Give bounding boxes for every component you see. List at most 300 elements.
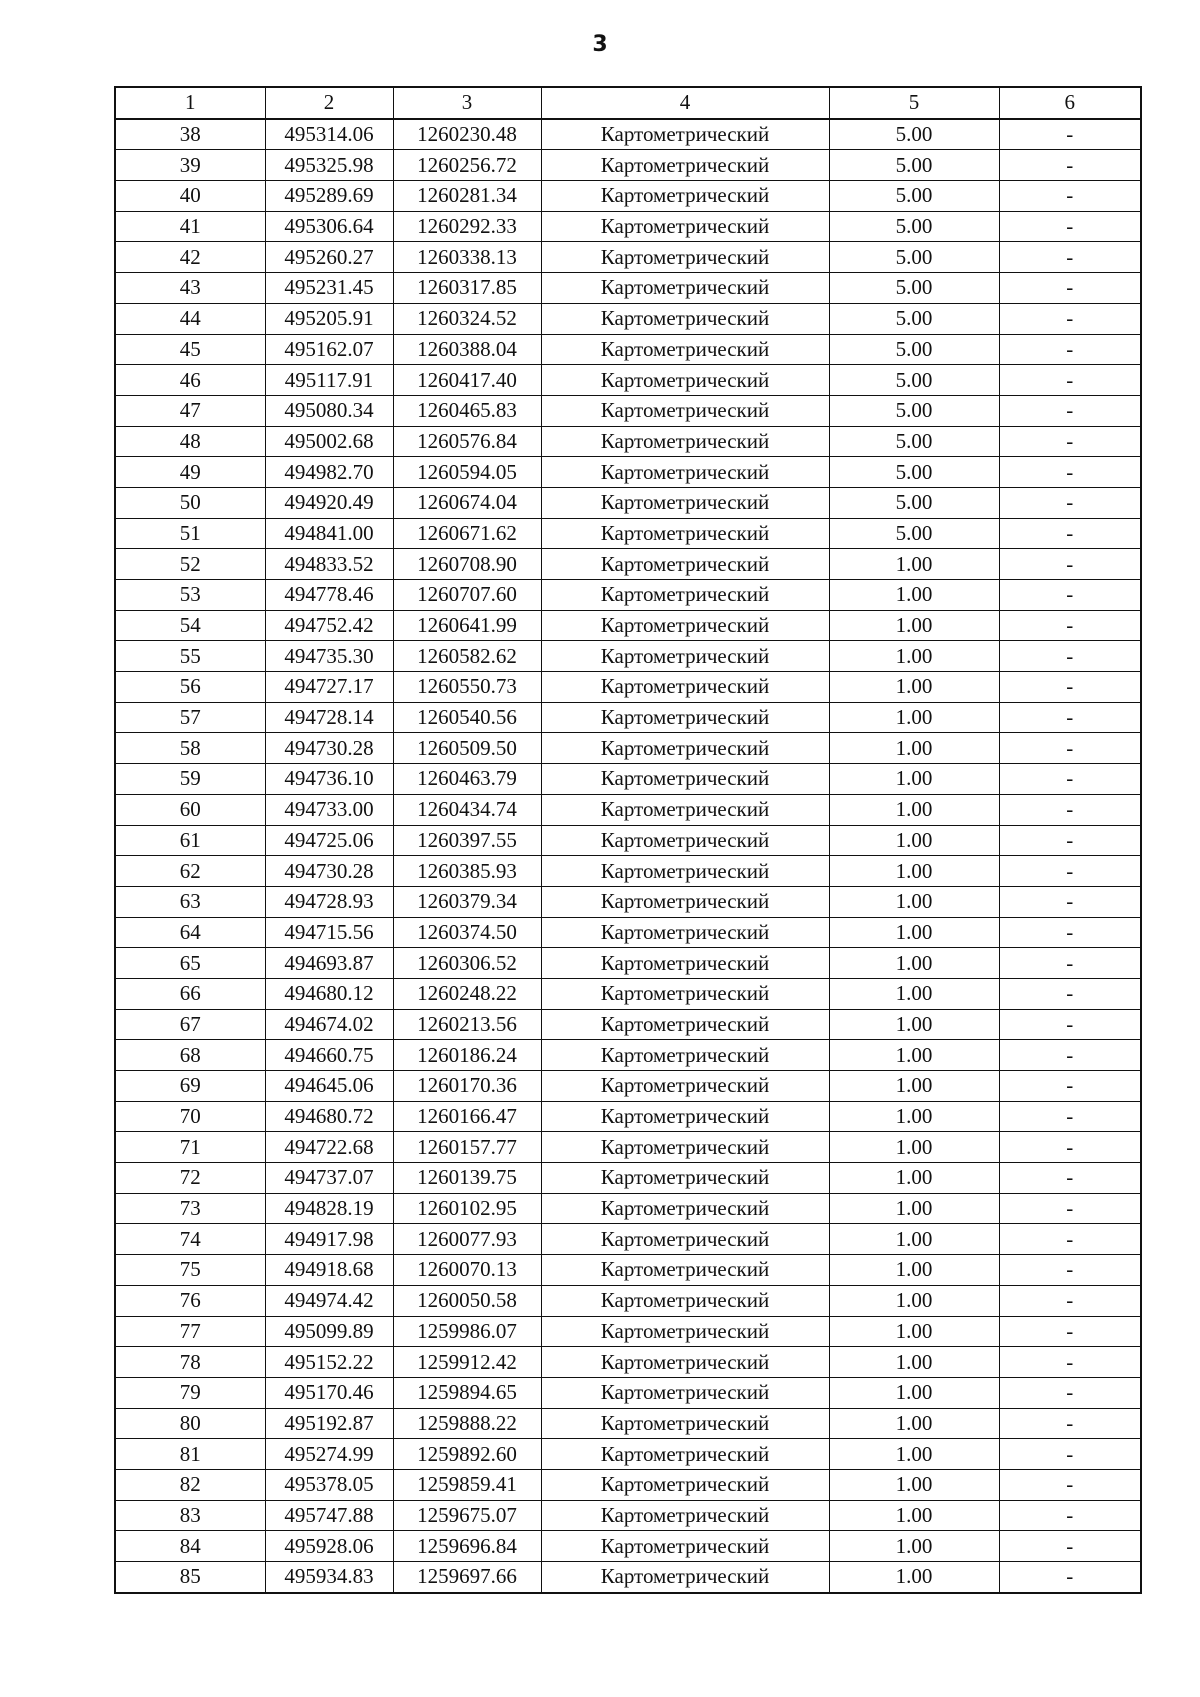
description-cell: - [999,733,1141,764]
accuracy-cell: 1.00 [829,672,999,703]
table-row [115,1071,1141,1102]
x-coordinate-cell: 494680.72 [265,1101,393,1132]
method-cell: Картометрический [541,549,829,580]
accuracy-cell: 1.00 [829,886,999,917]
table-row [115,1408,1141,1439]
point-number-cell: 78 [115,1347,265,1378]
point-number-cell: 62 [115,856,265,887]
method-cell: Картометрический [541,794,829,825]
table-row [115,1132,1141,1163]
y-coordinate-cell: 1260388.04 [393,334,541,365]
coordinates-table [114,86,1142,1594]
accuracy-cell: 1.00 [829,1439,999,1470]
x-coordinate-cell: 494736.10 [265,764,393,795]
description-cell: - [999,1132,1141,1163]
description-cell: - [999,1531,1141,1562]
accuracy-cell: 1.00 [829,610,999,641]
table-row [115,303,1141,334]
y-coordinate-cell: 1260708.90 [393,549,541,580]
accuracy-cell: 1.00 [829,1224,999,1255]
method-cell: Картометрический [541,1500,829,1531]
x-coordinate-cell: 495162.07 [265,334,393,365]
point-number-cell: 83 [115,1500,265,1531]
description-cell: - [999,886,1141,917]
table-row [115,580,1141,611]
description-cell: - [999,1439,1141,1470]
column-header: 2 [265,87,393,119]
point-number-cell: 69 [115,1071,265,1102]
table-row [115,457,1141,488]
method-cell: Картометрический [541,1439,829,1470]
table-row [115,764,1141,795]
method-cell: Картометрический [541,672,829,703]
method-cell: Картометрический [541,1377,829,1408]
x-coordinate-cell: 494974.42 [265,1285,393,1316]
point-number-cell: 42 [115,242,265,273]
x-coordinate-cell: 494982.70 [265,457,393,488]
y-coordinate-cell: 1260139.75 [393,1163,541,1194]
y-coordinate-cell: 1260674.04 [393,487,541,518]
x-coordinate-cell: 494917.98 [265,1224,393,1255]
accuracy-cell: 5.00 [829,365,999,396]
point-number-cell: 68 [115,1040,265,1071]
table-row [115,273,1141,304]
point-number-cell: 44 [115,303,265,334]
table-row [115,1101,1141,1132]
x-coordinate-cell: 494730.28 [265,733,393,764]
y-coordinate-cell: 1260385.93 [393,856,541,887]
table-row [115,641,1141,672]
description-cell: - [999,211,1141,242]
y-coordinate-cell: 1259912.42 [393,1347,541,1378]
accuracy-cell: 1.00 [829,794,999,825]
description-cell: - [999,978,1141,1009]
description-cell: - [999,1285,1141,1316]
accuracy-cell: 1.00 [829,917,999,948]
table-row [115,150,1141,181]
accuracy-cell: 5.00 [829,334,999,365]
description-cell: - [999,672,1141,703]
y-coordinate-cell: 1259888.22 [393,1408,541,1439]
method-cell: Картометрический [541,1193,829,1224]
accuracy-cell: 1.00 [829,1071,999,1102]
x-coordinate-cell: 495002.68 [265,426,393,457]
point-number-cell: 77 [115,1316,265,1347]
method-cell: Картометрический [541,948,829,979]
point-number-cell: 60 [115,794,265,825]
x-coordinate-cell: 494737.07 [265,1163,393,1194]
table-row [115,794,1141,825]
method-cell: Картометрический [541,1469,829,1500]
method-cell: Картометрический [541,1132,829,1163]
x-coordinate-cell: 495289.69 [265,181,393,212]
table-row [115,733,1141,764]
description-cell: - [999,457,1141,488]
point-number-cell: 39 [115,150,265,181]
x-coordinate-cell: 494728.93 [265,886,393,917]
accuracy-cell: 5.00 [829,303,999,334]
header-row [115,87,1141,119]
y-coordinate-cell: 1260256.72 [393,150,541,181]
point-number-cell: 46 [115,365,265,396]
x-coordinate-cell: 494722.68 [265,1132,393,1163]
method-cell: Картометрический [541,1531,829,1562]
y-coordinate-cell: 1260641.99 [393,610,541,641]
table-row [115,1469,1141,1500]
description-cell: - [999,181,1141,212]
description-cell: - [999,1040,1141,1071]
description-cell: - [999,119,1141,150]
method-cell: Картометрический [541,119,829,150]
method-cell: Картометрический [541,273,829,304]
accuracy-cell: 5.00 [829,457,999,488]
description-cell: - [999,365,1141,396]
y-coordinate-cell: 1260671.62 [393,518,541,549]
y-coordinate-cell: 1260050.58 [393,1285,541,1316]
table-row [115,487,1141,518]
description-cell: - [999,1071,1141,1102]
description-cell: - [999,395,1141,426]
y-coordinate-cell: 1260707.60 [393,580,541,611]
table-row [115,181,1141,212]
x-coordinate-cell: 495152.22 [265,1347,393,1378]
y-coordinate-cell: 1260509.50 [393,733,541,764]
y-coordinate-cell: 1260317.85 [393,273,541,304]
point-number-cell: 57 [115,702,265,733]
description-cell: - [999,1255,1141,1286]
x-coordinate-cell: 494752.42 [265,610,393,641]
accuracy-cell: 5.00 [829,273,999,304]
column-header: 4 [541,87,829,119]
accuracy-cell: 1.00 [829,1500,999,1531]
method-cell: Картометрический [541,1224,829,1255]
x-coordinate-cell: 494727.17 [265,672,393,703]
method-cell: Картометрический [541,978,829,1009]
x-coordinate-cell: 494674.02 [265,1009,393,1040]
method-cell: Картометрический [541,764,829,795]
description-cell: - [999,1009,1141,1040]
point-number-cell: 61 [115,825,265,856]
accuracy-cell: 5.00 [829,395,999,426]
method-cell: Картометрический [541,518,829,549]
table-row [115,978,1141,1009]
table-row [115,1316,1141,1347]
point-number-cell: 65 [115,948,265,979]
point-number-cell: 64 [115,917,265,948]
method-cell: Картометрический [541,457,829,488]
accuracy-cell: 1.00 [829,978,999,1009]
accuracy-cell: 5.00 [829,119,999,150]
description-cell: - [999,150,1141,181]
accuracy-cell: 1.00 [829,1009,999,1040]
table-row [115,702,1141,733]
table-row [115,886,1141,917]
accuracy-cell: 1.00 [829,1255,999,1286]
point-number-cell: 75 [115,1255,265,1286]
y-coordinate-cell: 1259986.07 [393,1316,541,1347]
x-coordinate-cell: 495934.83 [265,1562,393,1593]
method-cell: Картометрический [541,1285,829,1316]
accuracy-cell: 1.00 [829,1316,999,1347]
x-coordinate-cell: 495099.89 [265,1316,393,1347]
table-row [115,1285,1141,1316]
point-number-cell: 70 [115,1101,265,1132]
point-number-cell: 41 [115,211,265,242]
accuracy-cell: 1.00 [829,1469,999,1500]
point-number-cell: 49 [115,457,265,488]
accuracy-cell: 1.00 [829,856,999,887]
point-number-cell: 47 [115,395,265,426]
description-cell: - [999,1408,1141,1439]
accuracy-cell: 1.00 [829,580,999,611]
description-cell: - [999,948,1141,979]
y-coordinate-cell: 1259892.60 [393,1439,541,1470]
point-number-cell: 85 [115,1562,265,1593]
accuracy-cell: 5.00 [829,487,999,518]
table-row [115,948,1141,979]
method-cell: Картометрический [541,825,829,856]
column-header: 5 [829,87,999,119]
table-row [115,1562,1141,1593]
description-cell: - [999,1316,1141,1347]
description-cell: - [999,1347,1141,1378]
accuracy-cell: 1.00 [829,1193,999,1224]
table-row [115,672,1141,703]
method-cell: Картометрический [541,1101,829,1132]
point-number-cell: 63 [115,886,265,917]
accuracy-cell: 1.00 [829,1531,999,1562]
method-cell: Картометрический [541,610,829,641]
method-cell: Картометрический [541,917,829,948]
table-row [115,242,1141,273]
accuracy-cell: 5.00 [829,426,999,457]
page-number: 3 [592,32,608,57]
accuracy-cell: 1.00 [829,948,999,979]
point-number-cell: 72 [115,1163,265,1194]
accuracy-cell: 1.00 [829,1285,999,1316]
table-row [115,1224,1141,1255]
y-coordinate-cell: 1260306.52 [393,948,541,979]
accuracy-cell: 1.00 [829,1408,999,1439]
column-header: 1 [115,87,265,119]
x-coordinate-cell: 495314.06 [265,119,393,150]
table-row [115,119,1141,150]
table-row [115,549,1141,580]
x-coordinate-cell: 495192.87 [265,1408,393,1439]
point-number-cell: 50 [115,487,265,518]
description-cell: - [999,334,1141,365]
method-cell: Картометрический [541,733,829,764]
description-cell: - [999,917,1141,948]
table-row [115,1163,1141,1194]
description-cell: - [999,856,1141,887]
description-cell: - [999,580,1141,611]
y-coordinate-cell: 1260465.83 [393,395,541,426]
method-cell: Картометрический [541,1347,829,1378]
point-number-cell: 84 [115,1531,265,1562]
x-coordinate-cell: 494693.87 [265,948,393,979]
point-number-cell: 40 [115,181,265,212]
point-number-cell: 45 [115,334,265,365]
method-cell: Картометрический [541,334,829,365]
point-number-cell: 67 [115,1009,265,1040]
y-coordinate-cell: 1260102.95 [393,1193,541,1224]
point-number-cell: 74 [115,1224,265,1255]
accuracy-cell: 1.00 [829,641,999,672]
point-number-cell: 59 [115,764,265,795]
x-coordinate-cell: 494660.75 [265,1040,393,1071]
y-coordinate-cell: 1260281.34 [393,181,541,212]
y-coordinate-cell: 1260213.56 [393,1009,541,1040]
accuracy-cell: 1.00 [829,733,999,764]
y-coordinate-cell: 1260594.05 [393,457,541,488]
table-row [115,610,1141,641]
description-cell: - [999,1377,1141,1408]
y-coordinate-cell: 1260324.52 [393,303,541,334]
x-coordinate-cell: 494778.46 [265,580,393,611]
method-cell: Картометрический [541,487,829,518]
point-number-cell: 79 [115,1377,265,1408]
y-coordinate-cell: 1260540.56 [393,702,541,733]
description-cell: - [999,1562,1141,1593]
table-row [115,518,1141,549]
x-coordinate-cell: 495231.45 [265,273,393,304]
y-coordinate-cell: 1260434.74 [393,794,541,825]
description-cell: - [999,702,1141,733]
table-row [115,1255,1141,1286]
x-coordinate-cell: 495928.06 [265,1531,393,1562]
x-coordinate-cell: 495378.05 [265,1469,393,1500]
point-number-cell: 76 [115,1285,265,1316]
table-row [115,1347,1141,1378]
description-cell: - [999,487,1141,518]
table-row [115,211,1141,242]
x-coordinate-cell: 495170.46 [265,1377,393,1408]
y-coordinate-cell: 1260576.84 [393,426,541,457]
x-coordinate-cell: 495080.34 [265,395,393,426]
accuracy-cell: 1.00 [829,825,999,856]
accuracy-cell: 5.00 [829,242,999,273]
table-row [115,917,1141,948]
x-coordinate-cell: 494733.00 [265,794,393,825]
accuracy-cell: 5.00 [829,518,999,549]
table-row [115,1500,1141,1531]
method-cell: Картометрический [541,1071,829,1102]
method-cell: Картометрический [541,1040,829,1071]
accuracy-cell: 1.00 [829,1347,999,1378]
method-cell: Картометрический [541,702,829,733]
x-coordinate-cell: 494735.30 [265,641,393,672]
x-coordinate-cell: 495306.64 [265,211,393,242]
table-row [115,825,1141,856]
method-cell: Картометрический [541,1408,829,1439]
point-number-cell: 71 [115,1132,265,1163]
table-body [115,119,1141,1593]
method-cell: Картометрический [541,181,829,212]
description-cell: - [999,794,1141,825]
y-coordinate-cell: 1259696.84 [393,1531,541,1562]
method-cell: Картометрический [541,365,829,396]
x-coordinate-cell: 495325.98 [265,150,393,181]
y-coordinate-cell: 1259675.07 [393,1500,541,1531]
description-cell: - [999,518,1141,549]
y-coordinate-cell: 1260070.13 [393,1255,541,1286]
point-number-cell: 53 [115,580,265,611]
x-coordinate-cell: 495260.27 [265,242,393,273]
accuracy-cell: 5.00 [829,150,999,181]
y-coordinate-cell: 1260230.48 [393,119,541,150]
description-cell: - [999,764,1141,795]
x-coordinate-cell: 494715.56 [265,917,393,948]
description-cell: - [999,303,1141,334]
table-row [115,334,1141,365]
point-number-cell: 82 [115,1469,265,1500]
point-number-cell: 55 [115,641,265,672]
x-coordinate-cell: 494833.52 [265,549,393,580]
x-coordinate-cell: 495274.99 [265,1439,393,1470]
table-row [115,1040,1141,1071]
point-number-cell: 38 [115,119,265,150]
table-row [115,856,1141,887]
description-cell: - [999,1469,1141,1500]
point-number-cell: 48 [115,426,265,457]
method-cell: Картометрический [541,211,829,242]
method-cell: Картометрический [541,580,829,611]
table-header [115,87,1141,119]
method-cell: Картометрический [541,303,829,334]
description-cell: - [999,825,1141,856]
method-cell: Картометрический [541,426,829,457]
point-number-cell: 80 [115,1408,265,1439]
x-coordinate-cell: 495117.91 [265,365,393,396]
x-coordinate-cell: 494828.19 [265,1193,393,1224]
x-coordinate-cell: 494645.06 [265,1071,393,1102]
method-cell: Картометрический [541,150,829,181]
y-coordinate-cell: 1259697.66 [393,1562,541,1593]
point-number-cell: 52 [115,549,265,580]
point-number-cell: 43 [115,273,265,304]
method-cell: Картометрический [541,242,829,273]
accuracy-cell: 1.00 [829,1377,999,1408]
y-coordinate-cell: 1260338.13 [393,242,541,273]
method-cell: Картометрический [541,641,829,672]
x-coordinate-cell: 494918.68 [265,1255,393,1286]
description-cell: - [999,610,1141,641]
y-coordinate-cell: 1260582.62 [393,641,541,672]
y-coordinate-cell: 1260077.93 [393,1224,541,1255]
column-header: 3 [393,87,541,119]
table-row [115,1377,1141,1408]
point-number-cell: 51 [115,518,265,549]
description-cell: - [999,1101,1141,1132]
y-coordinate-cell: 1260379.34 [393,886,541,917]
y-coordinate-cell: 1260248.22 [393,978,541,1009]
method-cell: Картометрический [541,1316,829,1347]
point-number-cell: 81 [115,1439,265,1470]
table-row [115,1531,1141,1562]
accuracy-cell: 5.00 [829,211,999,242]
column-header: 6 [999,87,1141,119]
y-coordinate-cell: 1260397.55 [393,825,541,856]
y-coordinate-cell: 1260157.77 [393,1132,541,1163]
point-number-cell: 73 [115,1193,265,1224]
table-row [115,1193,1141,1224]
method-cell: Картометрический [541,1255,829,1286]
description-cell: - [999,1163,1141,1194]
description-cell: - [999,1500,1141,1531]
method-cell: Картометрический [541,395,829,426]
y-coordinate-cell: 1260374.50 [393,917,541,948]
